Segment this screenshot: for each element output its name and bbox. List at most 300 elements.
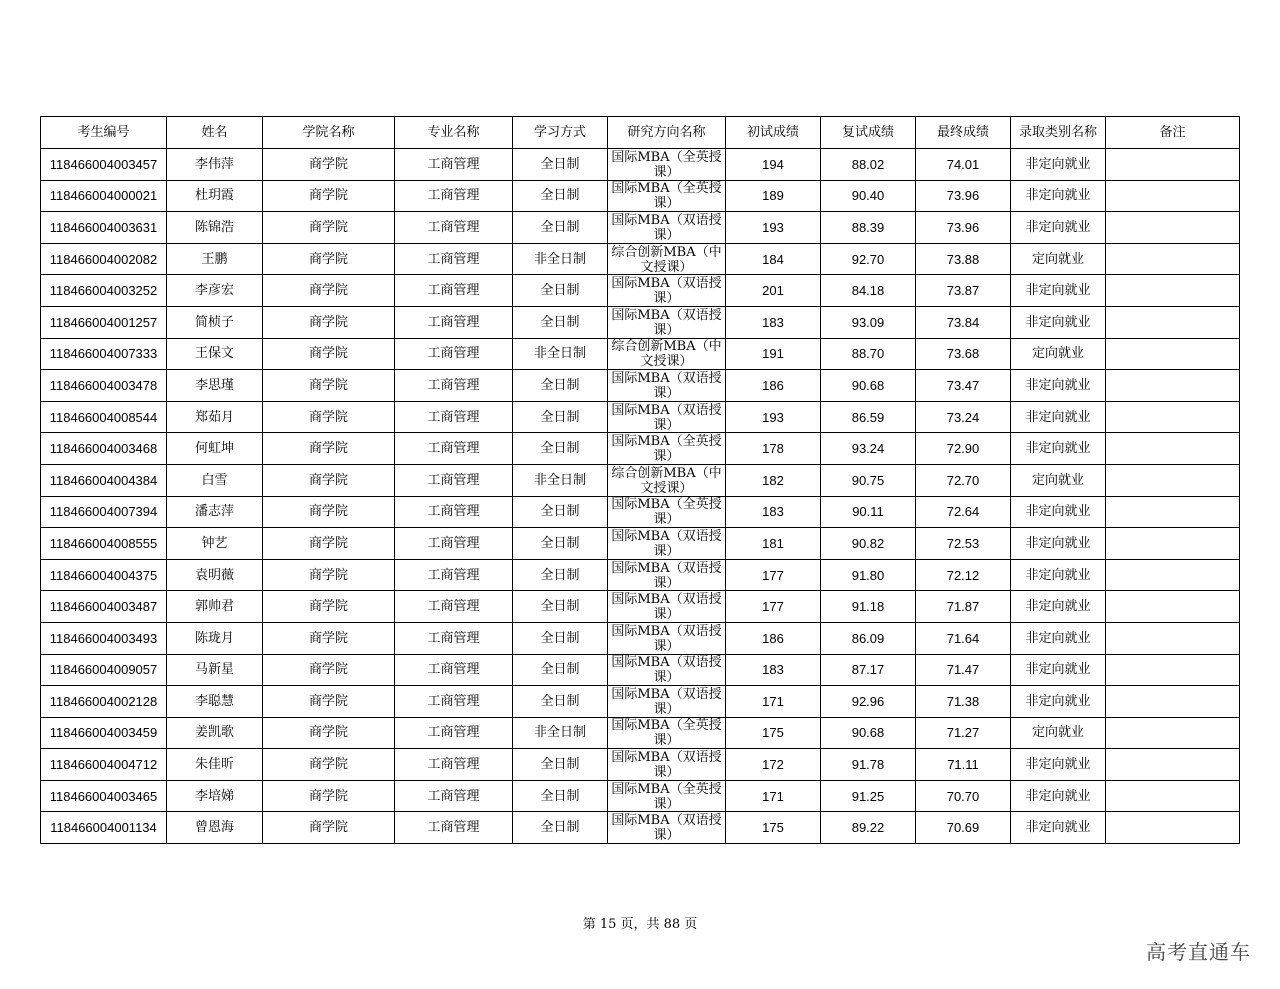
college-cell: 商学院: [263, 180, 395, 212]
initial-score-cell: 193: [726, 212, 821, 244]
remarks-cell: [1106, 306, 1240, 338]
research-direction-text: 综合创新MBA（中文授课）: [611, 244, 722, 274]
initial-score-cell: 181: [726, 528, 821, 560]
admission-category-cell: 非定向就业: [1011, 591, 1106, 623]
retest-score-cell: 86.09: [821, 622, 916, 654]
retest-score-cell: 93.24: [821, 433, 916, 465]
study-mode-cell: 非全日制: [513, 243, 608, 275]
research-direction-cell: [608, 149, 726, 181]
research-direction-cell: [608, 212, 726, 244]
admission-category-cell: 定向就业: [1011, 243, 1106, 275]
study-mode-cell: 全日制: [513, 686, 608, 718]
exam-id-cell: 118466004004375: [41, 559, 167, 591]
research-direction-text: 国际MBA（双语授课）: [611, 592, 722, 622]
exam-id-cell: 118466004008555: [41, 528, 167, 560]
exam-id-cell: 118466004003478: [41, 370, 167, 402]
major-cell: 工商管理: [395, 528, 513, 560]
retest-score-cell: 87.17: [821, 654, 916, 686]
major-cell: 工商管理: [395, 749, 513, 781]
remarks-cell: [1106, 433, 1240, 465]
study-mode-cell: 非全日制: [513, 717, 608, 749]
table-row: [41, 812, 1240, 844]
table-row: [41, 780, 1240, 812]
exam-id-cell: 118466004007333: [41, 338, 167, 370]
table-row: [41, 306, 1240, 338]
admission-category-cell: 非定向就业: [1011, 433, 1106, 465]
final-score-cell: 71.64: [916, 622, 1011, 654]
retest-score-cell: 88.02: [821, 149, 916, 181]
research-direction-cell: [608, 622, 726, 654]
major-cell: 工商管理: [395, 780, 513, 812]
table-row: [41, 401, 1240, 433]
initial-score-cell: 193: [726, 401, 821, 433]
exam-id-cell: 118466004003493: [41, 622, 167, 654]
college-cell: 商学院: [263, 717, 395, 749]
retest-score-cell: 91.80: [821, 559, 916, 591]
study-mode-cell: 全日制: [513, 401, 608, 433]
remarks-cell: [1106, 559, 1240, 591]
initial-score-cell: 184: [726, 243, 821, 275]
header-major: 专业名称: [395, 117, 513, 149]
retest-score-cell: 90.11: [821, 496, 916, 528]
research-direction-text: 国际MBA（双语授课）: [611, 402, 722, 432]
header-final-score: 最终成绩: [916, 117, 1011, 149]
header-college: 学院名称: [263, 117, 395, 149]
college-cell: 商学院: [263, 528, 395, 560]
major-cell: 工商管理: [395, 275, 513, 307]
study-mode-cell: 全日制: [513, 212, 608, 244]
admission-category-cell: 非定向就业: [1011, 686, 1106, 718]
research-direction-cell: [608, 780, 726, 812]
table-row: [41, 496, 1240, 528]
initial-score-cell: 189: [726, 180, 821, 212]
study-mode-cell: 全日制: [513, 306, 608, 338]
remarks-cell: [1106, 496, 1240, 528]
remarks-cell: [1106, 780, 1240, 812]
major-cell: 工商管理: [395, 591, 513, 623]
research-direction-cell: [608, 591, 726, 623]
final-score-cell: 71.27: [916, 717, 1011, 749]
exam-id-cell: 118466004001134: [41, 812, 167, 844]
name-cell: 李聪慧: [167, 686, 263, 718]
research-direction-cell: [608, 338, 726, 370]
initial-score-cell: 172: [726, 749, 821, 781]
research-direction-cell: [608, 464, 726, 496]
research-direction-text: 国际MBA（双语授课）: [611, 212, 722, 242]
exam-id-cell: 118466004002082: [41, 243, 167, 275]
admission-category-cell: 定向就业: [1011, 338, 1106, 370]
retest-score-cell: 90.82: [821, 528, 916, 560]
admission-category-cell: 非定向就业: [1011, 654, 1106, 686]
name-cell: 李彦宏: [167, 275, 263, 307]
initial-score-cell: 177: [726, 591, 821, 623]
table-row: [41, 180, 1240, 212]
retest-score-cell: 88.39: [821, 212, 916, 244]
research-direction-cell: [608, 812, 726, 844]
final-score-cell: 73.24: [916, 401, 1011, 433]
research-direction-text: 国际MBA（全英授课）: [611, 181, 722, 211]
research-direction-text: 综合创新MBA（中文授课）: [611, 339, 722, 369]
research-direction-cell: [608, 717, 726, 749]
header-remarks: 备注: [1106, 117, 1240, 149]
admission-category-cell: 非定向就业: [1011, 496, 1106, 528]
final-score-cell: 73.84: [916, 306, 1011, 338]
admission-category-cell: 非定向就业: [1011, 559, 1106, 591]
research-direction-cell: [608, 306, 726, 338]
table-row: [41, 528, 1240, 560]
research-direction-text: 国际MBA（全英授课）: [611, 434, 722, 464]
header-name: 姓名: [167, 117, 263, 149]
final-score-cell: 71.11: [916, 749, 1011, 781]
study-mode-cell: 全日制: [513, 180, 608, 212]
research-direction-text: 国际MBA（双语授课）: [611, 655, 722, 685]
major-cell: 工商管理: [395, 654, 513, 686]
college-cell: 商学院: [263, 275, 395, 307]
final-score-cell: 70.69: [916, 812, 1011, 844]
research-direction-cell: [608, 370, 726, 402]
college-cell: 商学院: [263, 559, 395, 591]
name-cell: 郑茹月: [167, 401, 263, 433]
college-cell: 商学院: [263, 591, 395, 623]
study-mode-cell: 全日制: [513, 780, 608, 812]
research-direction-cell: [608, 528, 726, 560]
final-score-cell: 73.96: [916, 212, 1011, 244]
major-cell: 工商管理: [395, 559, 513, 591]
remarks-cell: [1106, 717, 1240, 749]
name-cell: 袁明薇: [167, 559, 263, 591]
remarks-cell: [1106, 654, 1240, 686]
college-cell: 商学院: [263, 338, 395, 370]
research-direction-text: 国际MBA（双语授课）: [611, 370, 722, 400]
final-score-cell: 71.87: [916, 591, 1011, 623]
initial-score-cell: 191: [726, 338, 821, 370]
study-mode-cell: 全日制: [513, 370, 608, 402]
major-cell: 工商管理: [395, 812, 513, 844]
admission-category-cell: 非定向就业: [1011, 780, 1106, 812]
table-row: [41, 243, 1240, 275]
retest-score-cell: 90.68: [821, 370, 916, 402]
table-row: [41, 654, 1240, 686]
remarks-cell: [1106, 370, 1240, 402]
study-mode-cell: 全日制: [513, 433, 608, 465]
table-row: [41, 717, 1240, 749]
exam-id-cell: 118466004003252: [41, 275, 167, 307]
table-row: [41, 275, 1240, 307]
major-cell: 工商管理: [395, 433, 513, 465]
admission-category-cell: 非定向就业: [1011, 212, 1106, 244]
study-mode-cell: 非全日制: [513, 338, 608, 370]
research-direction-cell: [608, 654, 726, 686]
research-direction-text: 国际MBA（双语授课）: [611, 623, 722, 653]
major-cell: 工商管理: [395, 180, 513, 212]
study-mode-cell: 全日制: [513, 559, 608, 591]
exam-id-cell: 118466004003468: [41, 433, 167, 465]
remarks-cell: [1106, 275, 1240, 307]
college-cell: 商学院: [263, 149, 395, 181]
admission-category-cell: 非定向就业: [1011, 528, 1106, 560]
major-cell: 工商管理: [395, 306, 513, 338]
final-score-cell: 74.01: [916, 149, 1011, 181]
name-cell: 郭帅君: [167, 591, 263, 623]
initial-score-cell: 186: [726, 622, 821, 654]
study-mode-cell: 全日制: [513, 275, 608, 307]
admission-table: [40, 116, 1240, 844]
header-research-direction: 研究方向名称: [608, 117, 726, 149]
initial-score-cell: 186: [726, 370, 821, 402]
college-cell: 商学院: [263, 243, 395, 275]
initial-score-cell: 182: [726, 464, 821, 496]
remarks-cell: [1106, 338, 1240, 370]
initial-score-cell: 183: [726, 306, 821, 338]
major-cell: 工商管理: [395, 212, 513, 244]
initial-score-cell: 194: [726, 149, 821, 181]
college-cell: 商学院: [263, 464, 395, 496]
retest-score-cell: 84.18: [821, 275, 916, 307]
admission-category-cell: 非定向就业: [1011, 749, 1106, 781]
header-study-mode: 学习方式: [513, 117, 608, 149]
name-cell: 何虹坤: [167, 433, 263, 465]
initial-score-cell: 183: [726, 654, 821, 686]
research-direction-cell: [608, 559, 726, 591]
watermark: 高考直通车: [1146, 940, 1251, 964]
remarks-cell: [1106, 180, 1240, 212]
research-direction-text: 国际MBA（双语授课）: [611, 528, 722, 558]
table-row: [41, 338, 1240, 370]
initial-score-cell: 171: [726, 686, 821, 718]
header-initial-score: 初试成绩: [726, 117, 821, 149]
study-mode-cell: 全日制: [513, 749, 608, 781]
final-score-cell: 72.64: [916, 496, 1011, 528]
final-score-cell: 71.47: [916, 654, 1011, 686]
college-cell: 商学院: [263, 496, 395, 528]
table-row: [41, 464, 1240, 496]
remarks-cell: [1106, 464, 1240, 496]
retest-score-cell: 90.40: [821, 180, 916, 212]
research-direction-text: 综合创新MBA（中文授课）: [611, 465, 722, 495]
research-direction-cell: [608, 180, 726, 212]
research-direction-cell: [608, 686, 726, 718]
name-cell: 陈珑月: [167, 622, 263, 654]
major-cell: 工商管理: [395, 686, 513, 718]
name-cell: 潘志萍: [167, 496, 263, 528]
name-cell: 李培娣: [167, 780, 263, 812]
page-number: 第 15 页，共 88 页: [582, 917, 698, 932]
table-row: [41, 149, 1240, 181]
retest-score-cell: 88.70: [821, 338, 916, 370]
name-cell: 钟艺: [167, 528, 263, 560]
research-direction-text: 国际MBA（双语授课）: [611, 686, 722, 716]
research-direction-cell: [608, 275, 726, 307]
college-cell: 商学院: [263, 686, 395, 718]
remarks-cell: [1106, 686, 1240, 718]
name-cell: 李思瑾: [167, 370, 263, 402]
exam-id-cell: 118466004003631: [41, 212, 167, 244]
name-cell: 姜凯歌: [167, 717, 263, 749]
final-score-cell: 70.70: [916, 780, 1011, 812]
major-cell: 工商管理: [395, 622, 513, 654]
college-cell: 商学院: [263, 780, 395, 812]
exam-id-cell: 118466004008544: [41, 401, 167, 433]
exam-id-cell: 118466004003459: [41, 717, 167, 749]
exam-id-cell: 118466004001257: [41, 306, 167, 338]
study-mode-cell: 全日制: [513, 591, 608, 623]
research-direction-text: 国际MBA（双语授课）: [611, 307, 722, 337]
research-direction-text: 国际MBA（全英授课）: [611, 781, 722, 811]
admission-category-cell: 非定向就业: [1011, 370, 1106, 402]
table-row: [41, 559, 1240, 591]
research-direction-cell: [608, 496, 726, 528]
major-cell: 工商管理: [395, 464, 513, 496]
final-score-cell: 71.38: [916, 686, 1011, 718]
research-direction-text: 国际MBA（双语授课）: [611, 276, 722, 306]
name-cell: 陈锦浩: [167, 212, 263, 244]
final-score-cell: 72.70: [916, 464, 1011, 496]
final-score-cell: 73.96: [916, 180, 1011, 212]
table-row: [41, 212, 1240, 244]
admission-category-cell: 非定向就业: [1011, 622, 1106, 654]
admission-category-cell: 非定向就业: [1011, 149, 1106, 181]
research-direction-cell: [608, 433, 726, 465]
research-direction-text: 国际MBA（双语授课）: [611, 750, 722, 780]
study-mode-cell: 全日制: [513, 528, 608, 560]
research-direction-text: 国际MBA（双语授课）: [611, 813, 722, 843]
table-row: [41, 749, 1240, 781]
table-row: [41, 370, 1240, 402]
study-mode-cell: 全日制: [513, 654, 608, 686]
college-cell: 商学院: [263, 370, 395, 402]
study-mode-cell: 非全日制: [513, 464, 608, 496]
major-cell: 工商管理: [395, 717, 513, 749]
research-direction-text: 国际MBA（全英授课）: [611, 149, 722, 179]
retest-score-cell: 92.96: [821, 686, 916, 718]
college-cell: 商学院: [263, 401, 395, 433]
exam-id-cell: 118466004004384: [41, 464, 167, 496]
college-cell: 商学院: [263, 812, 395, 844]
initial-score-cell: 178: [726, 433, 821, 465]
name-cell: 马新星: [167, 654, 263, 686]
remarks-cell: [1106, 243, 1240, 275]
name-cell: 杜玥霞: [167, 180, 263, 212]
table-row: [41, 591, 1240, 623]
major-cell: 工商管理: [395, 243, 513, 275]
exam-id-cell: 118466004003487: [41, 591, 167, 623]
header-admission-category: 录取类别名称: [1011, 117, 1106, 149]
table-row: [41, 686, 1240, 718]
final-score-cell: 73.88: [916, 243, 1011, 275]
remarks-cell: [1106, 812, 1240, 844]
remarks-cell: [1106, 401, 1240, 433]
college-cell: 商学院: [263, 212, 395, 244]
research-direction-cell: [608, 401, 726, 433]
remarks-cell: [1106, 749, 1240, 781]
admission-category-cell: 定向就业: [1011, 464, 1106, 496]
name-cell: 李伟萍: [167, 149, 263, 181]
name-cell: 白雪: [167, 464, 263, 496]
final-score-cell: 72.12: [916, 559, 1011, 591]
final-score-cell: 72.53: [916, 528, 1011, 560]
remarks-cell: [1106, 528, 1240, 560]
table-body: [41, 149, 1240, 844]
table-row: [41, 433, 1240, 465]
study-mode-cell: 全日制: [513, 496, 608, 528]
retest-score-cell: 92.70: [821, 243, 916, 275]
initial-score-cell: 171: [726, 780, 821, 812]
exam-id-cell: 118466004002128: [41, 686, 167, 718]
admission-category-cell: 非定向就业: [1011, 180, 1106, 212]
college-cell: 商学院: [263, 433, 395, 465]
college-cell: 商学院: [263, 306, 395, 338]
remarks-cell: [1106, 149, 1240, 181]
header-retest-score: 复试成绩: [821, 117, 916, 149]
major-cell: 工商管理: [395, 338, 513, 370]
admission-category-cell: 非定向就业: [1011, 401, 1106, 433]
name-cell: 简桢子: [167, 306, 263, 338]
research-direction-text: 国际MBA（全英授课）: [611, 718, 722, 748]
retest-score-cell: 90.75: [821, 464, 916, 496]
admission-category-cell: 非定向就业: [1011, 306, 1106, 338]
header-exam-id: 考生编号: [41, 117, 167, 149]
final-score-cell: 73.47: [916, 370, 1011, 402]
initial-score-cell: 177: [726, 559, 821, 591]
initial-score-cell: 201: [726, 275, 821, 307]
exam-id-cell: 118466004003465: [41, 780, 167, 812]
name-cell: 曾恩海: [167, 812, 263, 844]
retest-score-cell: 93.09: [821, 306, 916, 338]
final-score-cell: 73.68: [916, 338, 1011, 370]
college-cell: 商学院: [263, 622, 395, 654]
study-mode-cell: 全日制: [513, 812, 608, 844]
admission-category-cell: 定向就业: [1011, 717, 1106, 749]
major-cell: 工商管理: [395, 496, 513, 528]
major-cell: 工商管理: [395, 401, 513, 433]
exam-id-cell: 118466004004712: [41, 749, 167, 781]
final-score-cell: 73.87: [916, 275, 1011, 307]
retest-score-cell: 91.78: [821, 749, 916, 781]
exam-id-cell: 118466004007394: [41, 496, 167, 528]
name-cell: 朱佳昕: [167, 749, 263, 781]
research-direction-cell: [608, 243, 726, 275]
college-cell: 商学院: [263, 654, 395, 686]
exam-id-cell: 118466004000021: [41, 180, 167, 212]
remarks-cell: [1106, 591, 1240, 623]
major-cell: 工商管理: [395, 149, 513, 181]
retest-score-cell: 90.68: [821, 717, 916, 749]
table-header-row: [41, 117, 1240, 149]
college-cell: 商学院: [263, 749, 395, 781]
exam-id-cell: 118466004003457: [41, 149, 167, 181]
major-cell: 工商管理: [395, 370, 513, 402]
final-score-cell: 72.90: [916, 433, 1011, 465]
research-direction-text: 国际MBA（双语授课）: [611, 560, 722, 590]
initial-score-cell: 183: [726, 496, 821, 528]
remarks-cell: [1106, 622, 1240, 654]
remarks-cell: [1106, 212, 1240, 244]
table-row: [41, 622, 1240, 654]
research-direction-text: 国际MBA（全英授课）: [611, 497, 722, 527]
retest-score-cell: 91.18: [821, 591, 916, 623]
study-mode-cell: 全日制: [513, 149, 608, 181]
initial-score-cell: 175: [726, 717, 821, 749]
retest-score-cell: 86.59: [821, 401, 916, 433]
initial-score-cell: 175: [726, 812, 821, 844]
study-mode-cell: 全日制: [513, 622, 608, 654]
admission-category-cell: 非定向就业: [1011, 812, 1106, 844]
name-cell: 王保文: [167, 338, 263, 370]
research-direction-cell: [608, 749, 726, 781]
retest-score-cell: 91.25: [821, 780, 916, 812]
retest-score-cell: 89.22: [821, 812, 916, 844]
exam-id-cell: 118466004009057: [41, 654, 167, 686]
